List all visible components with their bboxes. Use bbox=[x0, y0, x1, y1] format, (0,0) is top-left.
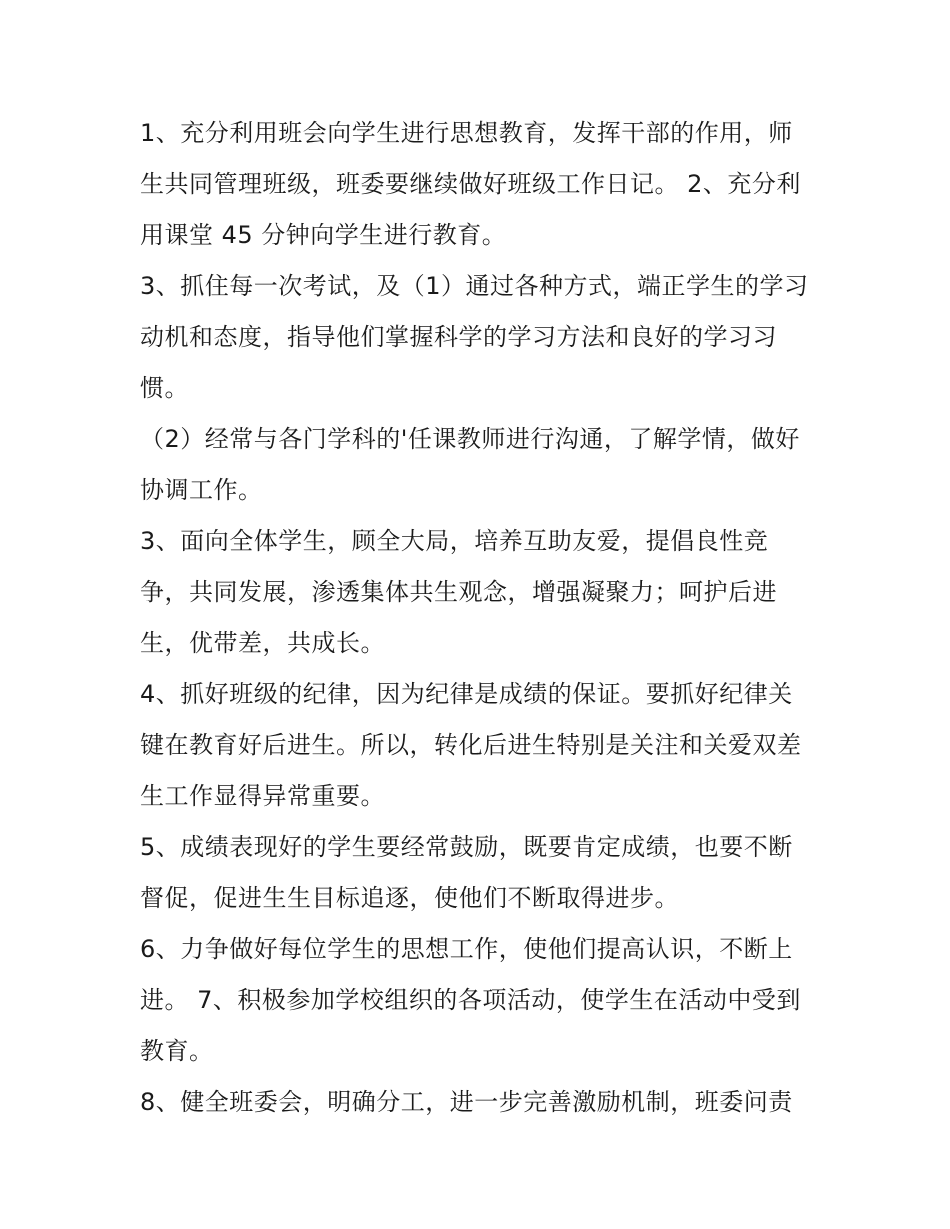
text-line: 键在教育好后进生。所以，转化后进生特别是关注和关爱双差 bbox=[140, 731, 802, 759]
text-line: 5、成绩表现好的学生要经常鼓励，既要肯定成绩，也要不断 bbox=[140, 833, 793, 861]
text-line: 8、健全班委会，明确分工，进一步完善激励机制，班委问责 bbox=[140, 1088, 793, 1116]
text-line: 生，优带差，共成长。 bbox=[140, 629, 385, 657]
text-line: 1、充分利用班会向学生进行思想教育，发挥干部的作用，师 bbox=[140, 119, 793, 147]
text-line: 进。 7、积极参加学校组织的各项活动，使学生在活动中受到 bbox=[140, 986, 801, 1014]
paragraph-8 bbox=[140, 1077, 820, 1128]
text-line: 动机和态度，指导他们掌握科学的学习方法和良好的学习习 bbox=[140, 323, 777, 351]
text-line: 争，共同发展，渗透集体共生观念，增强凝聚力；呵护后进 bbox=[140, 578, 777, 606]
text-line: 生共同管理班级，班委要继续做好班级工作日记。 2、充分利 bbox=[140, 170, 801, 198]
paragraph-5 bbox=[140, 669, 820, 822]
paragraph-4 bbox=[140, 516, 820, 669]
text-line: 4、抓好班级的纪律，因为纪律是成绩的保证。要抓好纪律关 bbox=[140, 680, 793, 708]
paragraph-7 bbox=[140, 924, 820, 1077]
paragraph-3 bbox=[140, 414, 820, 516]
text-line: 3、面向全体学生，顾全大局，培养互助友爱，提倡良性竞 bbox=[140, 527, 769, 555]
text-line: 惯。 bbox=[140, 374, 189, 402]
text-line: 用课堂 45 分钟向学生进行教育。 bbox=[140, 221, 507, 249]
text-line: 协调工作。 bbox=[140, 476, 263, 504]
text-line: 3、抓住每一次考试，及（1）通过各种方式，端正学生的学习 bbox=[140, 272, 809, 300]
paragraph-1 bbox=[140, 108, 820, 261]
text-line: 督促，促进生生目标追逐，使他们不断取得进步。 bbox=[140, 884, 679, 912]
text-line: 教育。 bbox=[140, 1037, 214, 1065]
text-line: 6、力争做好每位学生的思想工作，使他们提高认识，不断上 bbox=[140, 935, 793, 963]
document-body bbox=[140, 108, 820, 1128]
text-line: （2）经常与各门学科的'任课教师进行沟通，了解学情，做好 bbox=[140, 425, 800, 453]
paragraph-2 bbox=[140, 261, 820, 414]
text-line: 生工作显得异常重要。 bbox=[140, 782, 385, 810]
paragraph-6 bbox=[140, 822, 820, 924]
